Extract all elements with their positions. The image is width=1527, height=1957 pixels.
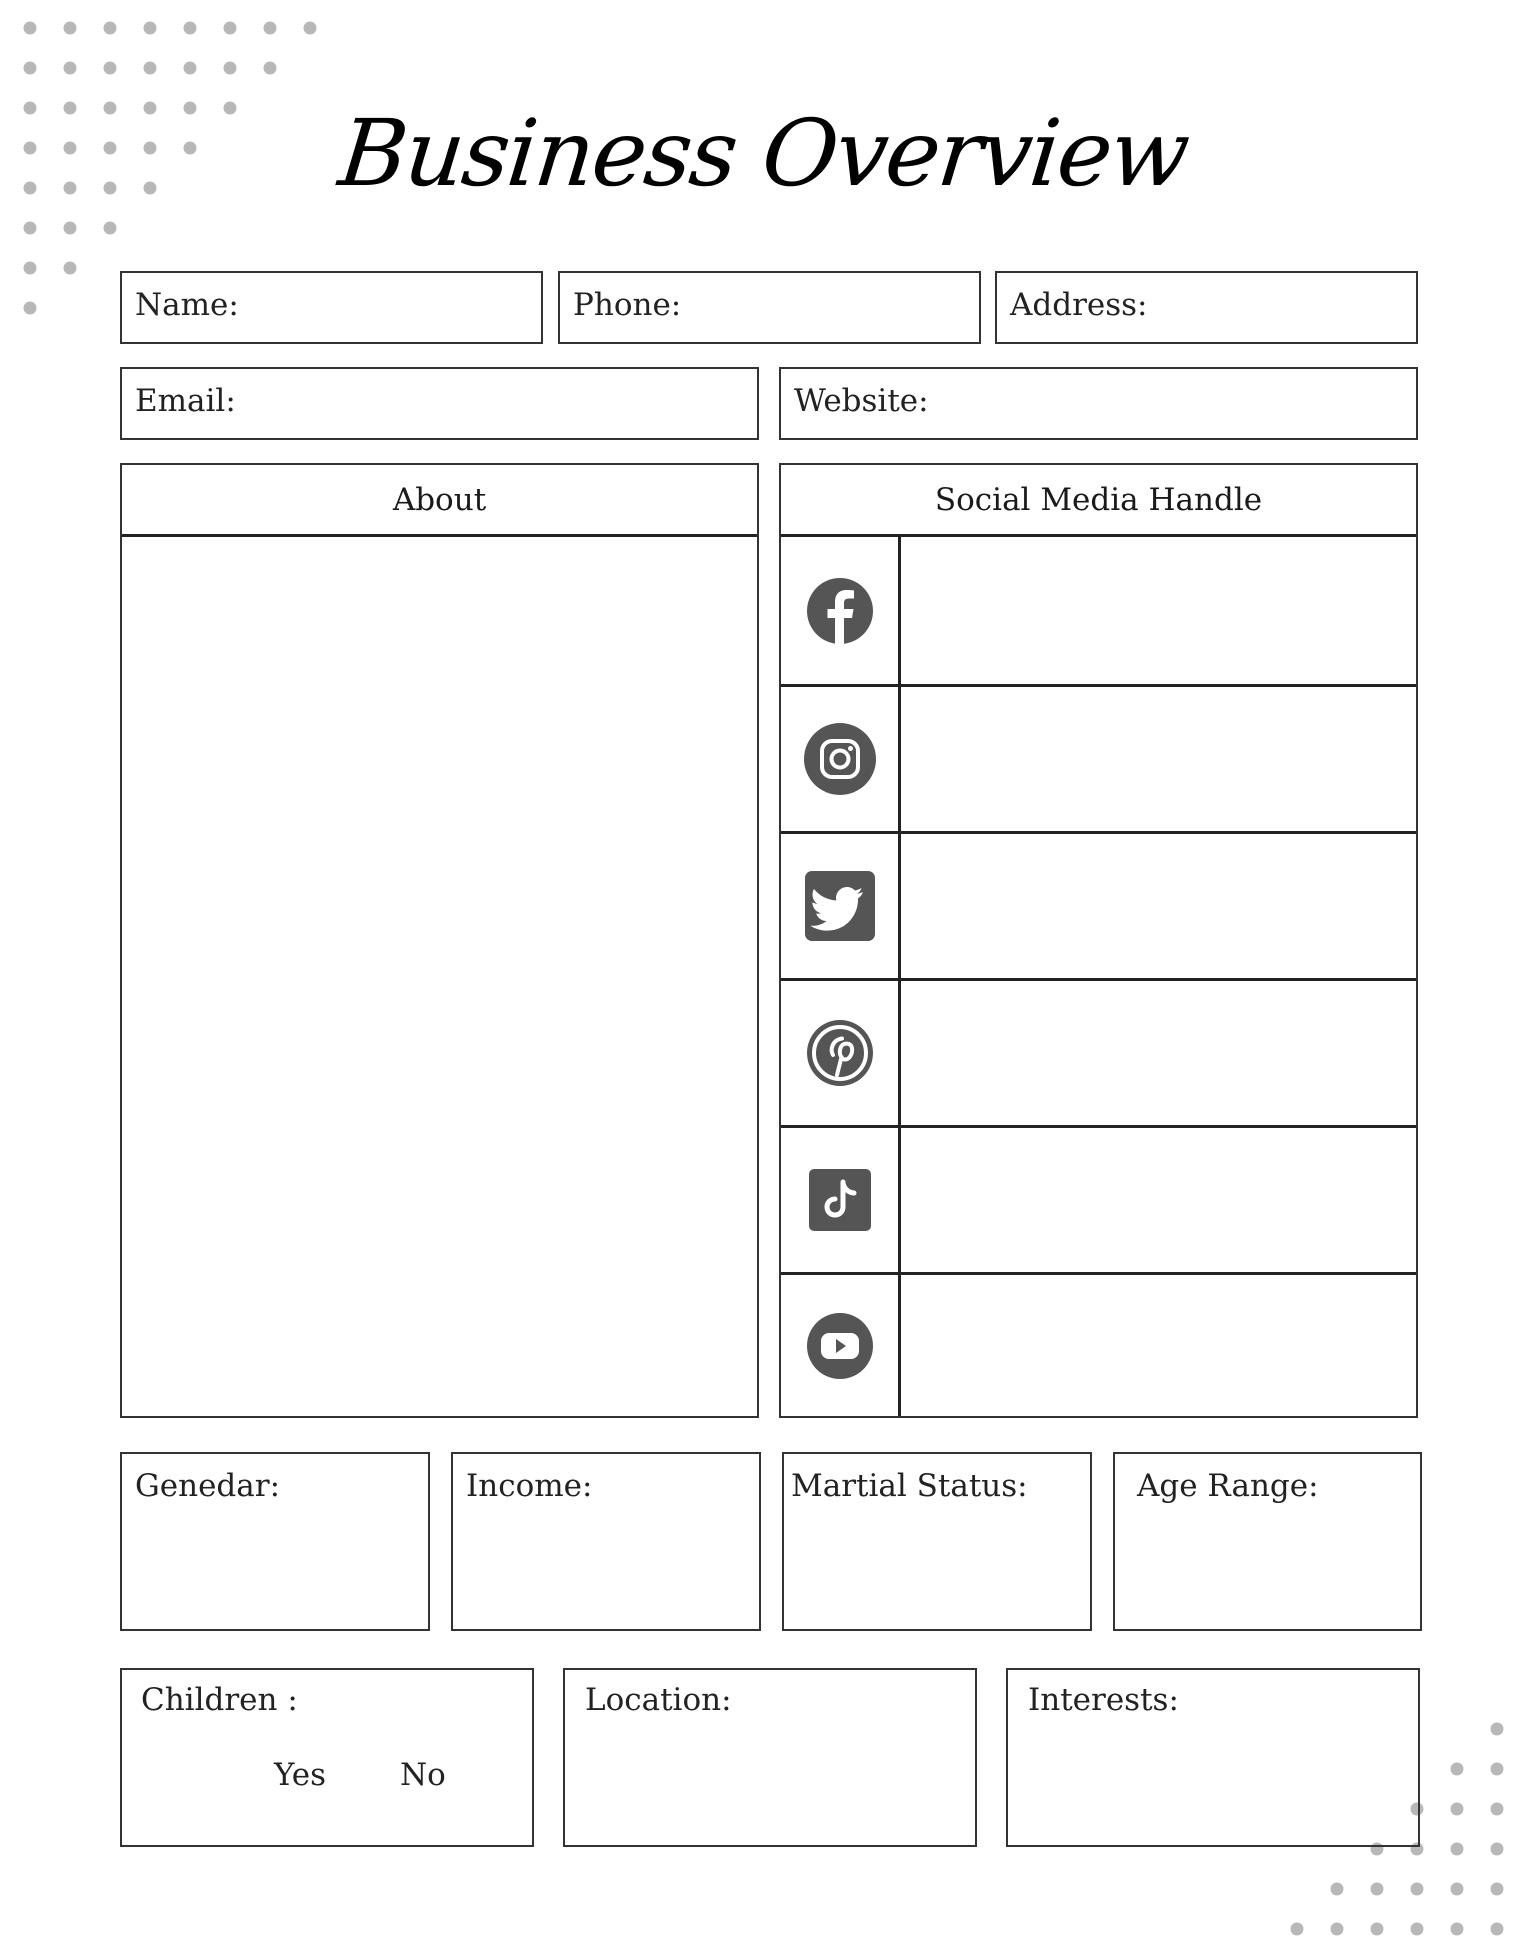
decorative-dot (1491, 1723, 1504, 1736)
twitter-handle-field[interactable] (901, 834, 1416, 978)
website-label: Website: (794, 383, 929, 419)
decorative-dot (1491, 1923, 1504, 1936)
social-row-twitter (781, 831, 1416, 978)
decorative-dot (1491, 1763, 1504, 1776)
decorative-dot (1451, 1923, 1464, 1936)
decorative-dot (304, 22, 317, 35)
decorative-dot (1411, 1923, 1424, 1936)
decorative-dot (24, 262, 37, 275)
email-label: Email: (135, 383, 236, 419)
interests-label: Interests: (1028, 1682, 1179, 1718)
tiktok-icon (809, 1169, 871, 1231)
phone-label: Phone: (573, 287, 682, 323)
decorative-dot (1491, 1883, 1504, 1896)
name-field[interactable] (120, 271, 543, 344)
decorative-dot (184, 22, 197, 35)
decorative-dot (64, 222, 77, 235)
decorative-dot (144, 22, 157, 35)
children-yes-option[interactable]: Yes (274, 1757, 327, 1793)
social-row-instagram (781, 684, 1416, 831)
decorative-dot (64, 262, 77, 275)
decorative-dot (104, 22, 117, 35)
marital-status-field[interactable] (782, 1452, 1092, 1631)
phone-field[interactable] (558, 271, 981, 344)
interests-field[interactable] (1006, 1668, 1420, 1847)
social-row-youtube (781, 1272, 1416, 1416)
facebook-handle-field[interactable] (901, 537, 1416, 684)
children-no-option[interactable]: No (400, 1757, 446, 1793)
social-row-facebook (781, 537, 1416, 684)
decorative-dot (1491, 1843, 1504, 1856)
decorative-dot (1371, 1923, 1384, 1936)
facebook-icon (805, 576, 875, 646)
social-row-tiktok (781, 1125, 1416, 1272)
decorative-dot (264, 62, 277, 75)
gender-label: Genedar: (135, 1468, 281, 1504)
address-label: Address: (1010, 287, 1148, 323)
tiktok-handle-field[interactable] (901, 1128, 1416, 1272)
instagram-icon (803, 722, 877, 796)
email-field[interactable] (120, 367, 759, 440)
address-field[interactable] (995, 271, 1418, 344)
youtube-icon (806, 1312, 874, 1380)
decorative-dot (1451, 1843, 1464, 1856)
decorative-dot (104, 62, 117, 75)
pinterest-handle-field[interactable] (901, 981, 1416, 1125)
page-title: Business Overview (334, 100, 1193, 207)
location-label: Location: (585, 1682, 732, 1718)
youtube-handle-field[interactable] (901, 1275, 1416, 1416)
decorative-dot (24, 22, 37, 35)
name-label: Name: (135, 287, 239, 323)
children-label: Children : (141, 1682, 298, 1718)
social-row-pinterest (781, 978, 1416, 1125)
children-field (120, 1668, 534, 1847)
decorative-dot (1331, 1923, 1344, 1936)
decorative-dot (104, 222, 117, 235)
decorative-dot (1451, 1883, 1464, 1896)
about-header: About (122, 465, 757, 537)
website-field[interactable] (779, 367, 1418, 440)
decorative-dot (1291, 1923, 1304, 1936)
decorative-dot (1451, 1803, 1464, 1816)
decorative-dot (1411, 1883, 1424, 1896)
decorative-dot (224, 62, 237, 75)
decorative-dot (64, 22, 77, 35)
decorative-dot (1331, 1883, 1344, 1896)
decorative-dot (1451, 1763, 1464, 1776)
about-text-area[interactable] (122, 537, 757, 1416)
decorative-dot (144, 62, 157, 75)
pinterest-icon (806, 1019, 874, 1087)
decorative-dot (224, 22, 237, 35)
income-field[interactable] (451, 1452, 761, 1631)
twitter-icon (805, 871, 875, 941)
age-range-label: Age Range: (1137, 1468, 1319, 1504)
marital-status-label: Martial Status: (791, 1468, 1028, 1504)
instagram-handle-field[interactable] (901, 687, 1416, 831)
decorative-dot (1491, 1803, 1504, 1816)
decorative-dot (24, 302, 37, 315)
age-range-field[interactable] (1113, 1452, 1422, 1631)
social-media-section (779, 463, 1418, 1418)
income-label: Income: (466, 1468, 593, 1504)
decorative-dot (24, 222, 37, 235)
decorative-dot (64, 62, 77, 75)
decorative-dot (264, 22, 277, 35)
decorative-dot (1371, 1883, 1384, 1896)
social-media-header: Social Media Handle (781, 465, 1416, 537)
decorative-dot (24, 62, 37, 75)
decorative-dot (184, 62, 197, 75)
about-section (120, 463, 759, 1418)
location-field[interactable] (563, 1668, 977, 1847)
gender-field[interactable] (120, 1452, 430, 1631)
